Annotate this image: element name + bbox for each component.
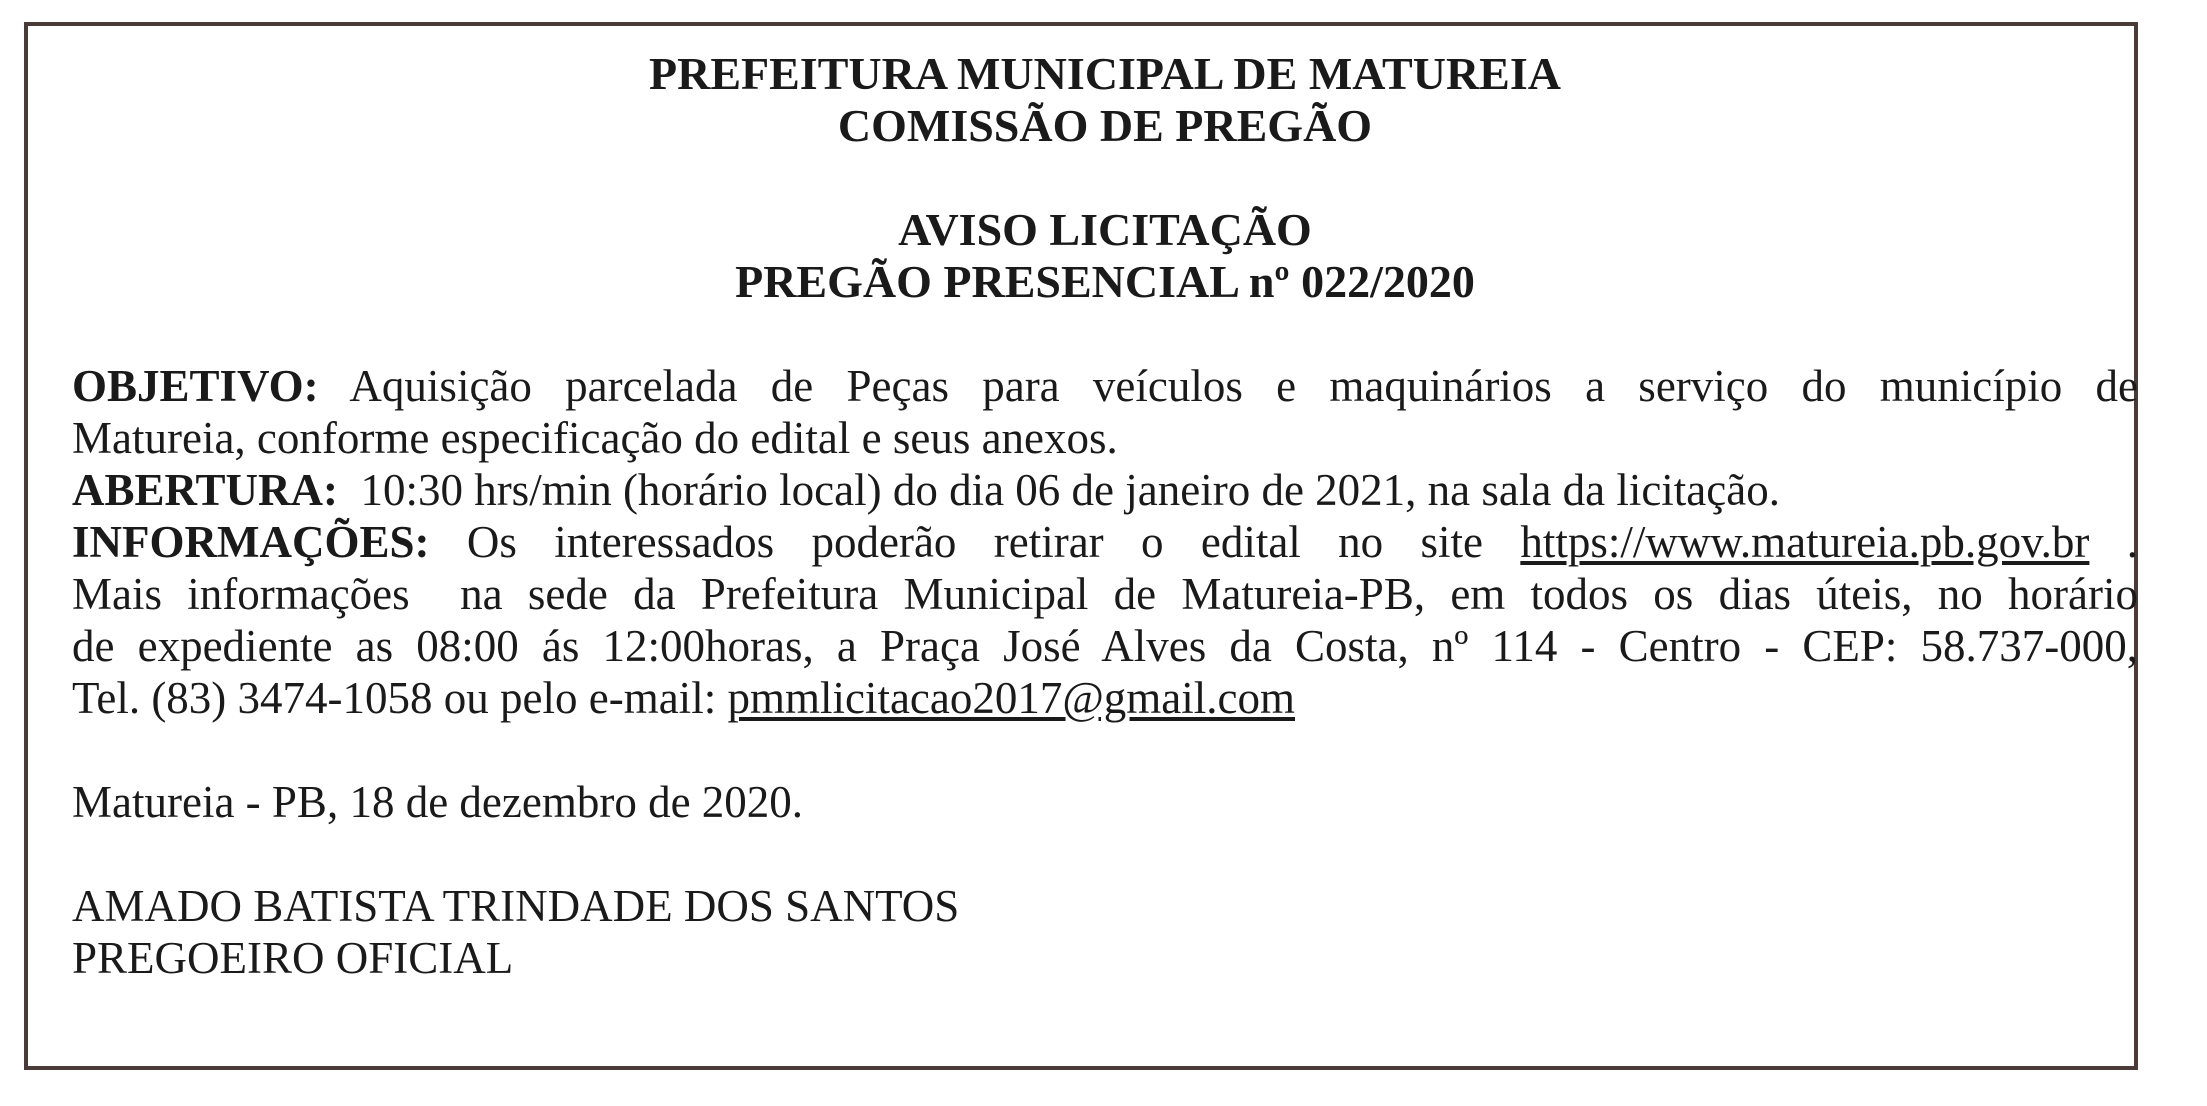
informacoes-text-3: de expediente as 08:00 ás 12:00horas, a Praça José Alves da Costa, nº 114 - Centro - CEP: 58.737-000, [72,621,2138,671]
objetivo-text-1: Aquisição parcelada de Peças para veículos e maquinários a serviço do município de [318,361,2138,411]
informacoes-paragraph-line3 [72,620,2138,672]
objetivo-label: OBJETIVO: [72,361,319,411]
informacoes-paragraph-line4 [72,672,2138,724]
date-spacer [72,724,2138,776]
objetivo-paragraph-line2 [72,412,2138,464]
objetivo-text-2: Matureia, conforme especificação do edital e seus anexos. [72,413,1118,463]
informacoes-paragraph-line2 [72,568,2138,620]
notice-content [72,48,2138,984]
informacoes-text-before-link: Os interessados poderão retirar o edital no site [429,517,1521,567]
header-notice-type: AVISO LICITAÇÃO [898,204,1312,255]
informacoes-label: INFORMAÇÕES: [72,517,430,567]
date-line: Matureia - PB, 18 de dezembro de 2020. [72,777,804,827]
section-spacer [72,308,2138,360]
abertura-paragraph [72,464,2138,516]
informacoes-paragraph-line1 [72,516,2138,568]
notice-header [72,48,2138,308]
abertura-label: ABERTURA: [72,465,338,515]
contact-email-link[interactable]: pmmlicitacao2017@gmail.com [727,673,1296,723]
signatory-title: PREGOEIRO OFICIAL [72,933,514,983]
header-commission: COMISSÃO DE PREGÃO [837,100,1373,151]
notice-body [72,360,2138,984]
informacoes-text-after-link: . [2089,517,2138,567]
informacoes-text-2: Mais informações na sede da Prefeitura Municipal de Matureia-PB, em todos os dias úteis, no horário [72,569,2138,619]
header-municipality: PREFEITURA MUNICIPAL DE MATUREIA [649,48,1561,99]
header-spacer [72,152,2138,204]
informacoes-text-4: Tel. (83) 3474-1058 ou pelo e-mail: [72,673,728,723]
signatory-name: AMADO BATISTA TRINDADE DOS SANTOS [72,881,960,931]
signature-spacer [72,828,2138,880]
abertura-text: 10:30 hrs/min (horário local) do dia 06 de janeiro de 2021, na sala da licitação. [337,465,1780,515]
header-process-number: PREGÃO PRESENCIAL nº 022/2020 [735,256,1475,307]
edital-site-link[interactable]: https://www.matureia.pb.gov.br [1520,517,2090,567]
objetivo-paragraph-line1 [72,360,2138,412]
